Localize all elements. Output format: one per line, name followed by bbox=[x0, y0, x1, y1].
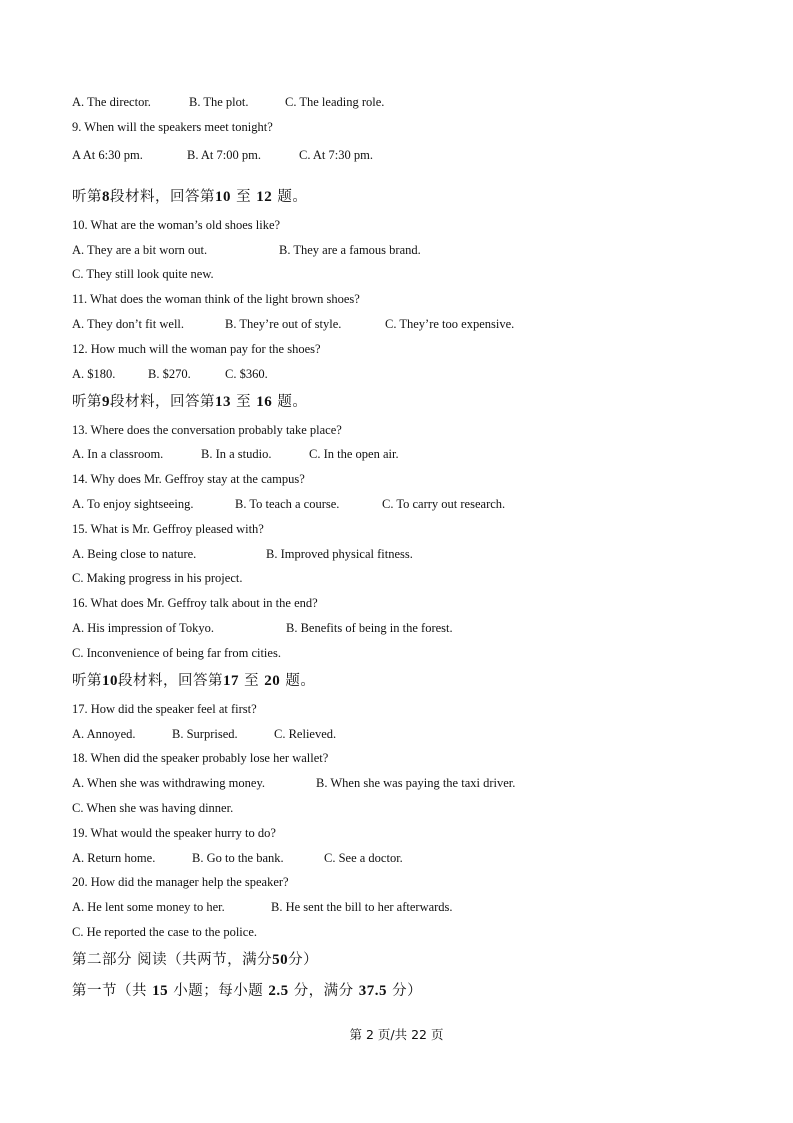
question-19-options bbox=[72, 850, 403, 866]
question-20: 20. How did the manager help the speaker? bbox=[72, 875, 289, 889]
page-footer: 第 2 页/共 22 页 bbox=[349, 1027, 444, 1042]
question-15: 15. What is Mr. Geffroy pleased with? bbox=[72, 522, 264, 536]
question-10-options bbox=[72, 242, 421, 258]
question-10-option-c: C. They still look quite new. bbox=[72, 267, 214, 281]
question-16-option-c: C. Inconvenience of being far from cities. bbox=[72, 646, 281, 660]
option-b: B. $270. bbox=[148, 367, 191, 381]
question-17: 17. How did the speaker feel at first? bbox=[72, 702, 257, 716]
question-16: 16. What does Mr. Geffroy talk about in the end? bbox=[72, 596, 318, 610]
option-a: A. To enjoy sightseeing. bbox=[72, 497, 194, 511]
question-13: 13. Where does the conversation probably take place? bbox=[72, 423, 342, 437]
option-b: B. Surprised. bbox=[172, 727, 238, 741]
question-13-options bbox=[72, 446, 399, 462]
question-11-options bbox=[72, 316, 514, 332]
option-c: C. They’re too expensive. bbox=[385, 317, 515, 331]
option-a: A. Return home. bbox=[72, 851, 156, 865]
section-1-heading: 第一节（共 15 小题；每小题 2.5 分，满分 37.5 分） bbox=[72, 983, 423, 999]
question-12: 12. How much will the woman pay for the shoes? bbox=[72, 342, 321, 356]
option-b: B. When she was paying the taxi driver. bbox=[316, 776, 516, 790]
section-9-heading: 听第9段材料，回答第13 至 16 题。 bbox=[72, 394, 308, 410]
question-9-options bbox=[72, 147, 373, 163]
option-b: B. He sent the bill to her afterwards. bbox=[271, 900, 453, 914]
option-a: A. $180. bbox=[72, 367, 116, 381]
section-10-heading: 听第10段材料，回答第17 至 20 题。 bbox=[72, 673, 316, 689]
question-8-options bbox=[72, 94, 384, 110]
question-18-option-c: C. When she was having dinner. bbox=[72, 801, 234, 815]
option-a: A. He lent some money to her. bbox=[72, 900, 225, 914]
question-20-options bbox=[72, 899, 453, 915]
option-c: C. Relieved. bbox=[274, 727, 337, 741]
question-18: 18. When did the speaker probably lose her wallet? bbox=[72, 751, 329, 765]
question-17-options bbox=[72, 726, 336, 742]
question-12-options bbox=[72, 366, 268, 382]
option-a: A. They don’t fit well. bbox=[72, 317, 185, 331]
option-c: C. In the open air. bbox=[309, 447, 399, 461]
option-a: A. Being close to nature. bbox=[72, 547, 197, 561]
option-c: C. The leading role. bbox=[285, 95, 385, 109]
option-b: B. They are a famous brand. bbox=[279, 243, 421, 257]
question-9: 9. When will the speakers meet tonight? bbox=[72, 120, 273, 134]
question-18-options bbox=[72, 775, 515, 791]
option-c: C. $360. bbox=[225, 367, 268, 381]
question-11: 11. What does the woman think of the light brown shoes? bbox=[72, 292, 360, 306]
option-c: C. At 7:30 pm. bbox=[299, 148, 373, 162]
option-b: B. They’re out of style. bbox=[225, 317, 342, 331]
question-10: 10. What are the woman’s old shoes like? bbox=[72, 218, 281, 232]
question-14-options bbox=[72, 496, 505, 512]
option-a: A. His impression of Tokyo. bbox=[72, 621, 214, 635]
option-b: B. Improved physical fitness. bbox=[266, 547, 413, 561]
option-b: B. To teach a course. bbox=[235, 497, 340, 511]
question-16-options bbox=[72, 620, 453, 636]
question-20-option-c: C. He reported the case to the police. bbox=[72, 925, 257, 939]
option-b: B. In a studio. bbox=[201, 447, 272, 461]
option-c: C. See a doctor. bbox=[324, 851, 403, 865]
option-b: B. The plot. bbox=[189, 95, 249, 109]
section-8-heading: 听第8段材料，回答第10 至 12 题。 bbox=[72, 189, 308, 205]
option-a: A At 6:30 pm. bbox=[72, 148, 143, 162]
option-b: B. At 7:00 pm. bbox=[187, 148, 261, 162]
option-a: A. Annoyed. bbox=[72, 727, 136, 741]
question-15-options bbox=[72, 546, 413, 562]
option-c: C. To carry out research. bbox=[382, 497, 506, 511]
question-15-option-c: C. Making progress in his project. bbox=[72, 571, 243, 585]
question-19: 19. What would the speaker hurry to do? bbox=[72, 826, 276, 840]
question-14: 14. Why does Mr. Geffroy stay at the campus? bbox=[72, 472, 305, 486]
option-b: B. Benefits of being in the forest. bbox=[286, 621, 453, 635]
option-a: A. The director. bbox=[72, 95, 151, 109]
option-a: A. They are a bit worn out. bbox=[72, 243, 208, 257]
option-a: A. In a classroom. bbox=[72, 447, 164, 461]
part-2-heading: 第二部分 阅读（共两节，满分50分） bbox=[72, 952, 319, 968]
option-a: A. When she was withdrawing money. bbox=[72, 776, 266, 790]
option-b: B. Go to the bank. bbox=[192, 851, 284, 865]
